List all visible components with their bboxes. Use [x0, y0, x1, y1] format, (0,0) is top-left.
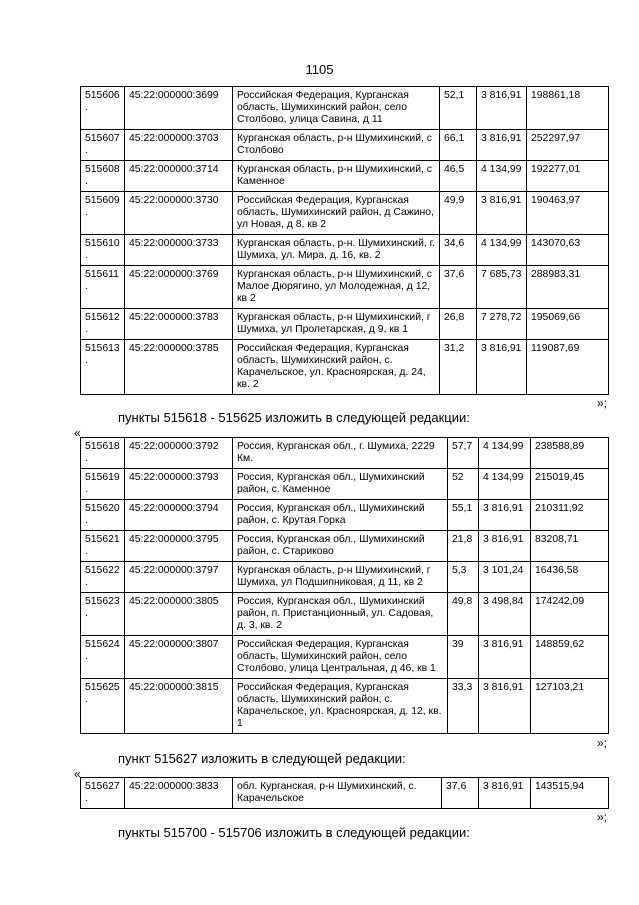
rate-cell: 7 278,72: [477, 309, 527, 340]
property-table-1: [80, 86, 609, 395]
cadastral-number-cell: 45:22:000000:3714: [125, 161, 233, 192]
area-cell: 26,8: [440, 309, 477, 340]
value-cell: 252297,97: [527, 130, 609, 161]
table-row: [81, 679, 609, 734]
cadastral-number-cell: 45:22:000000:3794: [125, 500, 233, 531]
row-number-cell: 515610.: [81, 235, 125, 266]
rate-cell: 3 816,91: [477, 192, 527, 235]
cadastral-number-cell: 45:22:000000:3815: [125, 679, 233, 734]
cadastral-number-cell: 45:22:000000:3792: [125, 438, 233, 469]
address-cell: Курганская область, р-н Шумихинский, с Столбово: [233, 130, 440, 161]
row-number-cell: 515611.: [81, 266, 125, 309]
value-cell: 143070,63: [527, 235, 609, 266]
table-row: [81, 87, 609, 130]
row-number-cell: 515619.: [81, 469, 125, 500]
value-cell: 238588,89: [531, 438, 609, 469]
table-row: [81, 235, 609, 266]
opening-quote-mark: «: [74, 426, 81, 440]
rate-cell: 4 134,99: [479, 469, 531, 500]
address-cell: Российская Федерация, Курганская область, Шумихинский район, с. Карачельское, ул. Красноярская, д. 24, кв. 2: [233, 340, 440, 395]
table-row: [81, 593, 609, 636]
rate-cell: 3 816,91: [479, 636, 531, 679]
value-cell: 143515,94: [531, 778, 609, 809]
area-cell: 52: [448, 469, 479, 500]
value-cell: 127103,21: [531, 679, 609, 734]
table-row: [81, 192, 609, 235]
rate-cell: 4 134,99: [479, 438, 531, 469]
rate-cell: 3 816,91: [477, 130, 527, 161]
cadastral-number-cell: 45:22:000000:3797: [125, 562, 233, 593]
area-cell: 49,9: [440, 192, 477, 235]
row-number-cell: 515622.: [81, 562, 125, 593]
rate-cell: 3 816,91: [479, 500, 531, 531]
table-row: [81, 340, 609, 395]
cadastral-number-cell: 45:22:000000:3795: [125, 531, 233, 562]
rate-cell: 3 816,91: [477, 87, 527, 130]
address-cell: Россия, Курганская обл., Шумихинский район, с. Каменное: [233, 469, 448, 500]
page-number: 1105: [305, 62, 334, 77]
address-cell: Курганская область, р-н Шумихинский, с Каменное: [233, 161, 440, 192]
cadastral-number-cell: 45:22:000000:3807: [125, 636, 233, 679]
table-row: [81, 130, 609, 161]
rate-cell: 3 816,91: [479, 679, 531, 734]
table-row: [81, 469, 609, 500]
address-cell: Курганская область, р-н Шумихинский, г Шумиха, ул Пролетарская, д 9, кв 1: [233, 309, 440, 340]
row-number-cell: 515606.: [81, 87, 125, 130]
row-number-cell: 515623.: [81, 593, 125, 636]
paragraph-amend-515618-515625: пункты 515618 - 515625 изложить в следующей редакции:: [118, 410, 470, 425]
address-cell: Курганская область, р-н Шумихинский, г Шумиха, ул Подшипниковая, д 11, кв 2: [233, 562, 448, 593]
row-number-cell: 515613.: [81, 340, 125, 395]
address-cell: Российская Федерация, Курганская область, Шумихинский район, село Столбово, улица Савина, д 11: [233, 87, 440, 130]
closing-quote-mark: »;: [597, 396, 608, 410]
closing-quote-mark: »;: [597, 810, 608, 824]
row-number-cell: 515618.: [81, 438, 125, 469]
area-cell: 57,7: [448, 438, 479, 469]
rate-cell: 3 498,84: [479, 593, 531, 636]
address-cell: Россия, Курганская обл., г. Шумиха, 2229 Км.: [233, 438, 448, 469]
row-number-cell: 515608.: [81, 161, 125, 192]
value-cell: 119087,69: [527, 340, 609, 395]
area-cell: 5,3: [448, 562, 479, 593]
area-cell: 46,5: [440, 161, 477, 192]
area-cell: 33,3: [448, 679, 479, 734]
value-cell: 215019,45: [531, 469, 609, 500]
row-number-cell: 515609.: [81, 192, 125, 235]
table-row: [81, 309, 609, 340]
rate-cell: 4 134,99: [477, 235, 527, 266]
value-cell: 83208,71: [531, 531, 609, 562]
paragraph-amend-515627: пункт 515627 изложить в следующей редакции:: [118, 751, 406, 766]
value-cell: 16436,58: [531, 562, 609, 593]
value-cell: 198861,18: [527, 87, 609, 130]
row-number-cell: 515621.: [81, 531, 125, 562]
row-number-cell: 515612.: [81, 309, 125, 340]
cadastral-number-cell: 45:22:000000:3769: [125, 266, 233, 309]
value-cell: 190463,97: [527, 192, 609, 235]
rate-cell: 3 816,91: [479, 778, 531, 809]
table-row: [81, 438, 609, 469]
cadastral-number-cell: 45:22:000000:3703: [125, 130, 233, 161]
cadastral-number-cell: 45:22:000000:3833: [125, 778, 233, 809]
cadastral-number-cell: 45:22:000000:3805: [125, 593, 233, 636]
address-cell: Российская Федерация, Курганская область, Шумихинский район, с. Карачельское, ул. Красноярская, д. 12, кв. 1: [233, 679, 448, 734]
row-number-cell: 515607.: [81, 130, 125, 161]
address-cell: Курганская область, р-н. Шумихинский, г. Шумиха, ул. Мира, д. 16, кв. 2: [233, 235, 440, 266]
row-number-cell: 515627.: [81, 778, 125, 809]
value-cell: 288983,31: [527, 266, 609, 309]
table-row: [81, 266, 609, 309]
cadastral-number-cell: 45:22:000000:3733: [125, 235, 233, 266]
address-cell: Россия, Курганская обл., Шумихинский район, п. Пристанционный, ул. Садовая, д. 3, кв. 2: [233, 593, 448, 636]
rate-cell: 3 816,91: [477, 340, 527, 395]
table-row: [81, 636, 609, 679]
table-row: [81, 778, 609, 809]
property-table-2: [80, 437, 609, 734]
rate-cell: 3 816,91: [479, 531, 531, 562]
closing-quote-mark: »;: [597, 736, 608, 750]
area-cell: 31,2: [440, 340, 477, 395]
area-cell: 21,8: [448, 531, 479, 562]
table-row: [81, 562, 609, 593]
value-cell: 148859,62: [531, 636, 609, 679]
area-cell: 55,1: [448, 500, 479, 531]
opening-quote-mark: «: [74, 767, 81, 781]
row-number-cell: 515625.: [81, 679, 125, 734]
cadastral-number-cell: 45:22:000000:3785: [125, 340, 233, 395]
value-cell: 210311,92: [531, 500, 609, 531]
address-cell: Российская Федерация, Курганская область, Шумихинский район, д Сажино, ул Новая, д 8, кв 2: [233, 192, 440, 235]
area-cell: 66,1: [440, 130, 477, 161]
value-cell: 195069,66: [527, 309, 609, 340]
address-cell: обл. Курганская, р-н Шумихинский, с. Карачельское: [233, 778, 442, 809]
area-cell: 39: [448, 636, 479, 679]
table-row: [81, 500, 609, 531]
cadastral-number-cell: 45:22:000000:3783: [125, 309, 233, 340]
address-cell: Курганская область, р-н Шумихинский, с Малое Дюрягино, ул Молодежная, д 12, кв 2: [233, 266, 440, 309]
value-cell: 174242,09: [531, 593, 609, 636]
address-cell: Россия, Курганская обл., Шумихинский район, с. Стариково: [233, 531, 448, 562]
area-cell: 37,6: [440, 266, 477, 309]
property-table-3: [80, 777, 609, 809]
cadastral-number-cell: 45:22:000000:3730: [125, 192, 233, 235]
table-row: [81, 161, 609, 192]
cadastral-number-cell: 45:22:000000:3699: [125, 87, 233, 130]
cadastral-number-cell: 45:22:000000:3793: [125, 469, 233, 500]
rate-cell: 4 134,99: [477, 161, 527, 192]
area-cell: 34,6: [440, 235, 477, 266]
row-number-cell: 515620.: [81, 500, 125, 531]
value-cell: 192277,01: [527, 161, 609, 192]
address-cell: Российская Федерация, Курганская область, Шумихинский район, село Столбово, улица Центральная, д 46, кв 1: [233, 636, 448, 679]
row-number-cell: 515624.: [81, 636, 125, 679]
rate-cell: 3 101,24: [479, 562, 531, 593]
area-cell: 52,1: [440, 87, 477, 130]
rate-cell: 7 685,73: [477, 266, 527, 309]
paragraph-amend-515700-515706: пункты 515700 - 515706 изложить в следующей редакции:: [118, 825, 470, 840]
area-cell: 49,8: [448, 593, 479, 636]
area-cell: 37,6: [442, 778, 479, 809]
address-cell: Россия, Курганская обл., Шумихинский район, с. Крутая Горка: [233, 500, 448, 531]
table-row: [81, 531, 609, 562]
